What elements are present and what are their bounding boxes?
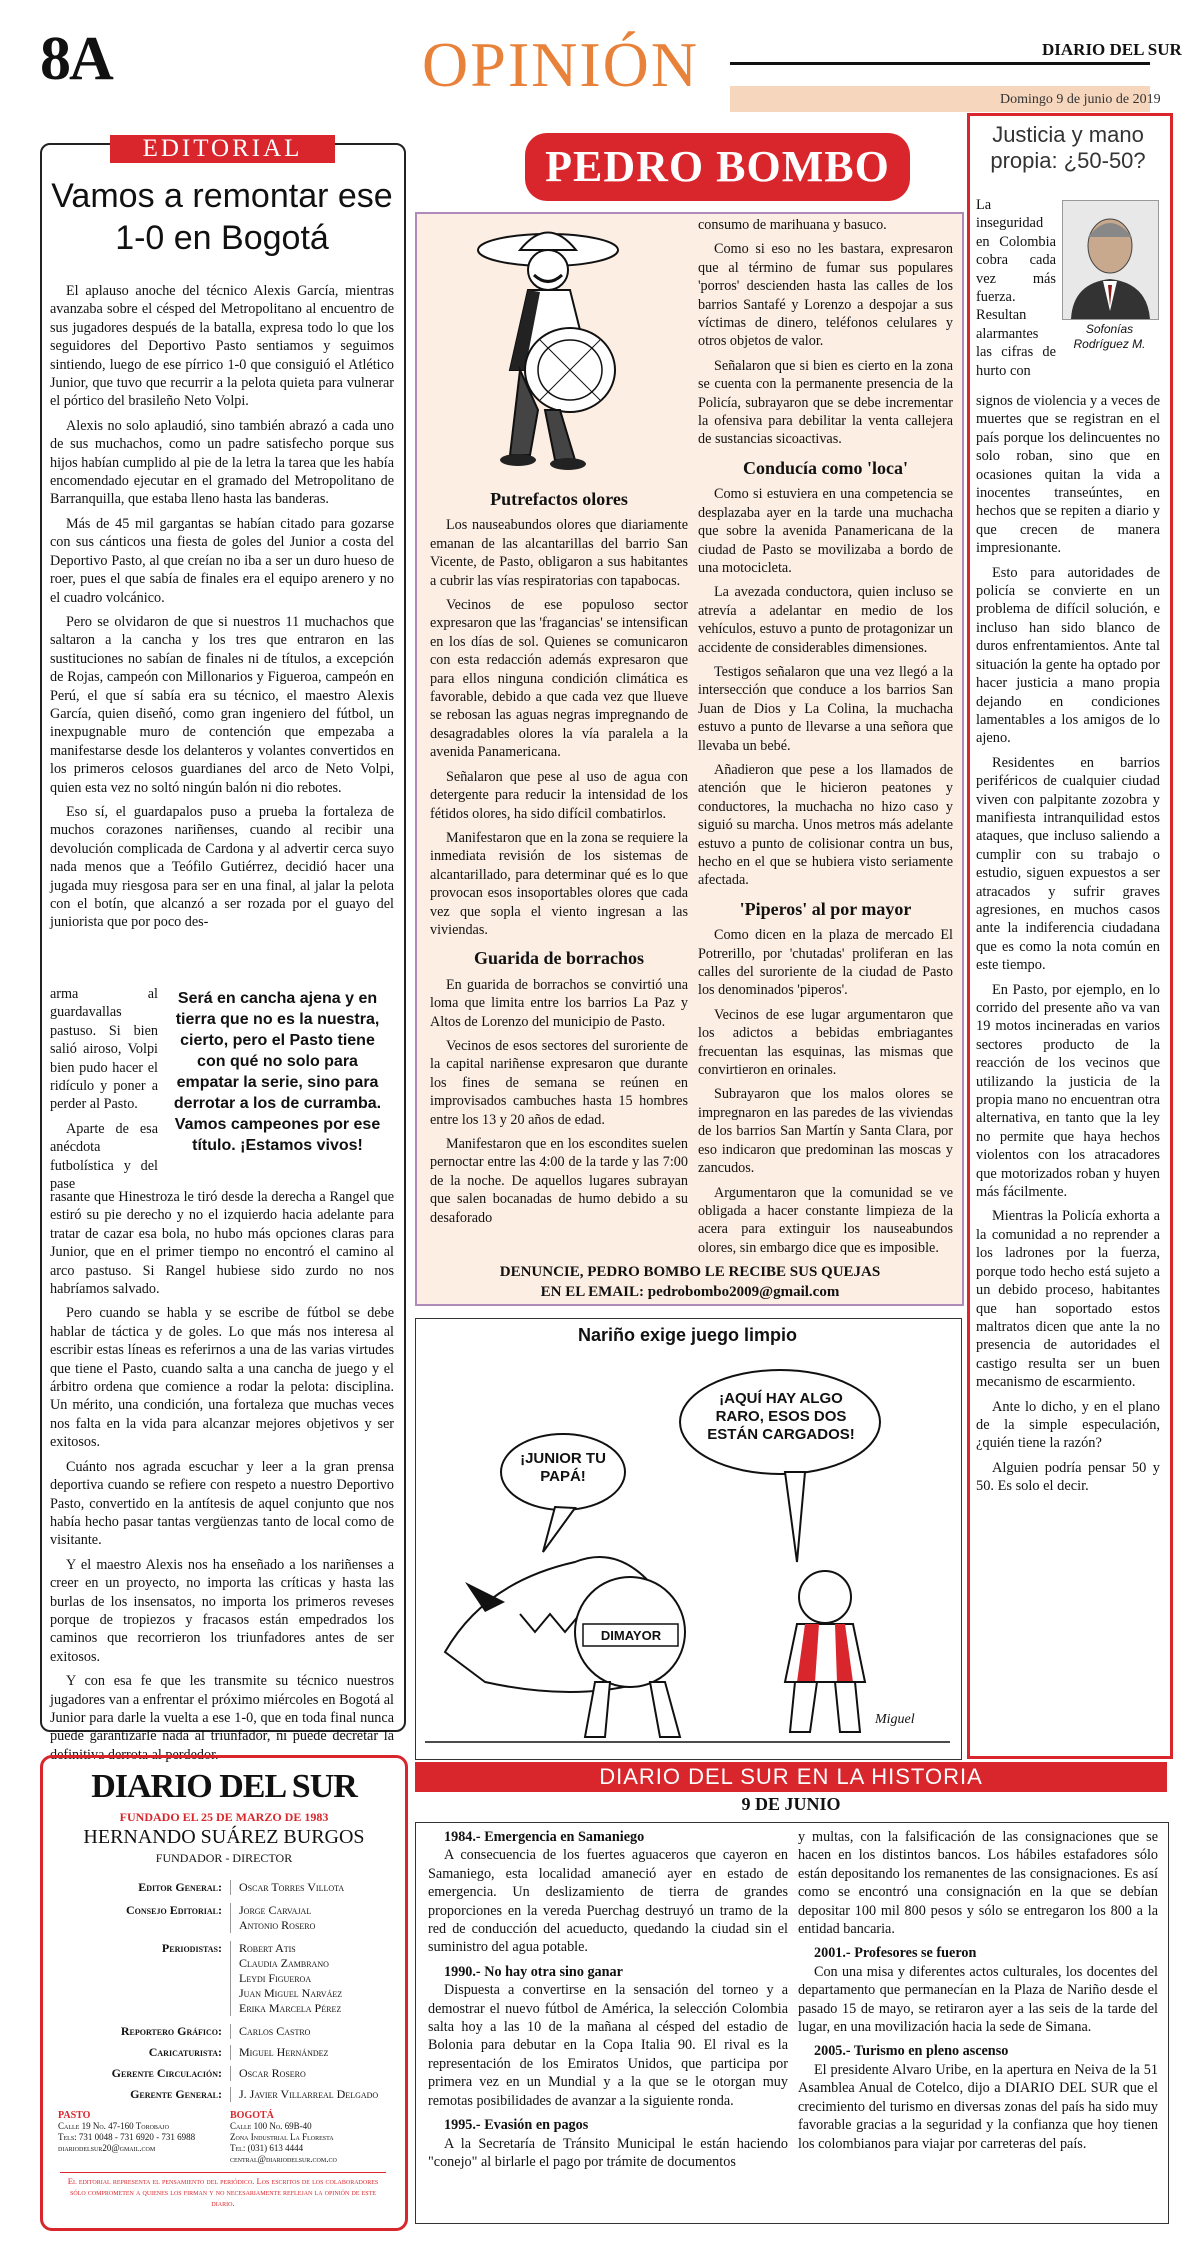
pedro-bombo-illustration — [450, 220, 650, 470]
paragraph: Subrayaron que los malos olores se impregnaron en las paredes de las viviendas de los barrios San Martín y Santa Clara, por eso indicaron que predominan las moscas y zancudos. — [698, 1086, 953, 1177]
pedro-bombo-col1 — [430, 480, 688, 1260]
page-number: 8A — [40, 25, 112, 93]
staff-row — [50, 1903, 398, 1933]
staff-role: Caricaturista: — [148, 2045, 222, 2059]
subhead: 'Piperos' al por mayor — [739, 898, 912, 919]
paragraph: La avezada conductora, quien incluso se atrevía a adelantar en medio de los vehículos, estuvo a punto de protagonizar un accidente de considerables dimensiones. — [698, 584, 953, 656]
column-title: Justicia y mano propia: ¿50-50? — [990, 122, 1146, 173]
paragraph: Vecinos de ese populoso sector expresaron que las 'fragancias' se intensifican en los días de sol. Quienes se comunicaron con esta redacción además expresaron que para ellos ninguna condición climática es favorable, debido a que cada vez que llueve se rebosan las aguas negras impregnando de desagradables olores la vía paralela a la avenida Panamericana. — [430, 597, 688, 761]
pedro-bombo-footer — [420, 1262, 960, 1302]
author-name: Sofonías Rodríguez M. — [1073, 322, 1146, 351]
subhead: Guarida de borrachos — [473, 948, 644, 969]
masthead-pasto: PASTO Calle 19 No. 47-160 Torobajo Tels: 731 0048 - 731 6920 - 731 6988 diariodelsur20@gmail.com — [58, 2110, 218, 2154]
cartoon-bubble-2: ¡AQUÍ HAY ALGO RARO, ESOS DOS ESTÁN CARGADOS! — [707, 1390, 855, 1443]
pedro-bombo-footer-line1: DENUNCIE, PEDRO BOMBO LE RECIBE SUS QUEJAS — [499, 1264, 881, 1280]
pasto-title: PASTO — [58, 2110, 91, 2121]
paragraph: Más de 45 mil gargantas se habían citado para gozarse con sus cánticos una fiesta de goles del Junior a costa del Deportivo Pasto, al que creían no iba a ser un duro hueso de roer, pues el que sabía de finales era el equipo arenero y no el cuadro volcánico. — [50, 515, 394, 606]
header-brand: DIARIO DEL SUR — [1042, 40, 1182, 59]
paragraph: En Pasto, por ejemplo, en lo corrido del presente año va van 19 motos incineradas en varios sectores producto de la reacción de los vecinos que utilizando la justicia de la propia mano no encuentran otra alternativa, en tanto que la ley no permite que haya hechos violentos con los atracadores que motorizados roban y huyen más fácilmente. — [976, 981, 1160, 1201]
paragraph: En guarida de borrachos se convirtió una loma que limita entre los barrios La Paz y Altos de Lorenzo del municipio de Pasto. — [430, 976, 688, 1030]
staff-row — [50, 2087, 398, 2102]
masthead-name: DIARIO DEL SUR — [91, 1768, 357, 1805]
history-entry-title: 1990.- No hay otra sino ganar — [444, 1963, 623, 1980]
staff-role: Editor General: — [138, 1880, 222, 1894]
editorial-body-wrap — [50, 985, 158, 1193]
author-photo — [1062, 200, 1159, 320]
staff-role: Gerente General: — [130, 2087, 222, 2101]
paragraph: Y el maestro Alexis nos ha enseñado a los nariñenses a creer en un proyecto, no importa las críticas y hasta las burlas de los insensatos, no importa los primeros reveses porque de tropiezos y fracasos están empedrados los caminos que recorrieron los triunfadores antes de ser exitosos. — [50, 1556, 394, 1665]
staff-names: Oscar Torres Villota — [230, 1880, 398, 1895]
paragraph: Señalaron que si bien es cierto en la zona se cuenta con la permanente presencia de la Policía, subrayaron que se debe incrementar la ofensiva para debilitar la venta callejera de sustancias sicoactivas. — [698, 357, 953, 448]
column-body — [976, 392, 1160, 1747]
editorial-body-top — [50, 282, 394, 982]
staff-names: Robert Atis Claudia Zambrano Leydi Figueroa Juan Miguel Narváez Erika Marcela Pérez — [230, 1941, 398, 2016]
staff-role: Gerente Circulación: — [111, 2066, 222, 2080]
paragraph: Vecinos de ese lugar argumentaron que los adictos a bebidas embriagantes frecuentan las esquinas, las mismas que convirtieron en orinales. — [698, 1006, 953, 1079]
editorial-body-bottom — [50, 1188, 394, 1763]
paragraph: consumo de marihuana y basuco. — [698, 217, 887, 233]
staff-row — [50, 1941, 398, 2016]
paragraph: signos de violencia y a veces de muertes que se registran en el país porque los delincuentes no solo roban, sino que en ocasiones quitan la vida a inocentes transeúntes, en hechos que se repiten a diario y que crecen de manera impresionante. — [976, 393, 1160, 557]
paragraph: Alguien podría pensar 50 y 50. Es solo el decir. — [976, 1459, 1160, 1495]
paragraph: Señalaron que pese al uso de agua con detergente para reducir la intensidad de los fétidos olores, ha sido difícil combatirlos. — [430, 768, 688, 822]
pedro-bombo-col2 — [698, 216, 953, 1260]
paragraph: A la Secretaría de Tránsito Municipal le están haciendo "conejo" al birlarle el pago por trámite de documentos — [428, 2135, 788, 2170]
staff-role: Reportero Gráfico: — [120, 2024, 222, 2038]
editorial-label: EDITORIAL — [110, 135, 335, 163]
paragraph: Pero se olvidaron de que si nuestros 11 muchachos que saltaron a la cancha y los tres que entraron en las sustituciones no sabían de finales ni de títulos, a excepción de Rojas, campeón con Millonarios y Figueroa, campeón en Perú, el que sí sabía era su técnico, el maestro Alexis García, quien diseñó, como gran ingeniero del fútbol, un inexpugnable muro de contención que empezaba a manifestarse desde los delanteros y volantes convertidos en los primeros celosos guardianes del arco de Neto Volpi, quien esta vez no soltó ningún balón ni dio rebotes. — [50, 613, 394, 796]
header-date: Domingo 9 de junio de 2019 — [1000, 92, 1161, 107]
history-col1 — [428, 1828, 788, 2218]
drummer-icon — [450, 220, 650, 470]
masthead-bogota: BOGOTÁ Calle 100 No. 69B-40 Zona Industrial La Floresta Tel: (031) 613 4444 central@diariodelsur.com.co — [230, 2110, 395, 2165]
paragraph: Cuánto nos agrada escuchar y leer a la gran prensa deportiva cuando se refiere con respeto a nuestro Deportivo Pasto, convertido en la antítesis de aquel conjunto que nos había hecho pasar tantas vergüenzas tanto de local como de visitante. — [50, 1458, 394, 1549]
paragraph: Vecinos de esos sectores del suroriente de la capital nariñense expresaron que durante los fines de semana se reúnen en improvisados cambuches hasta 15 hombres entre los 13 y 20 años de edad. — [430, 1037, 688, 1128]
paragraph: Esto para autoridades de policía se convierte en un problema de difícil solución, e incluso han sido blanco de duros enfrentamientos. Ante tal situación la gente ha optado por hacer justicia a mano propia dejando en condiciones lamentables a los amigos de lo ajeno. — [976, 564, 1160, 747]
staff-names: Carlos Castro — [230, 2024, 398, 2039]
history-date: 9 DE JUNIO — [741, 1794, 841, 1814]
cartoon-bubble-1: ¡JUNIOR TU PAPÁ! — [520, 1450, 606, 1485]
history-entry-title: 1995.- Evasión en pagos — [444, 2117, 589, 2134]
subhead: Conducía como 'loca' — [743, 457, 908, 478]
cartoon-drawing — [425, 1352, 950, 1752]
paragraph: El aplauso anoche del técnico Alexis García, mientras avanzaba sobre el césped del Metropolitano al encuentro de sus jugadores después de la batalla, expresa todo lo que los seguidores del Deportivo Pasto sentiamos y seguimos sintiendo, luego de ese pírrico 1-0 que consiguió el Atlético Junior, que tuvo que recurrir a la pelota quieta para vulnerar el pórtico del brasileño Neto Volpi. — [50, 283, 394, 410]
header-rule — [730, 62, 1150, 65]
paragraph: Dispuesta a convertirse en la sensación del torneo y a demostrar el nuevo fútbol de América, la selección Colombia salta hoy a las 10 de la mañana al césped del estadio de Bolonia para debutar en la Copa Italia 90. El rival es la representación de los Emiratos Unidos, que participa por primera vez en un Mundial y a la que se le otorgan muy remotas posibilidades de avanzar a la siguiente ronda. — [428, 1982, 788, 2109]
paragraph: Como dicen en la plaza de mercado El Potrerillo, por 'chutadas' proliferan en las calles del suroriente de la ciudad de Pasto los denominados 'piperos'. — [698, 927, 953, 999]
masthead-disclaimer: El editorial representa el pensamiento del periódico. Los escritos de los colaboradores sólo comprometen a quienes los firman y no necesariamente reflejan la opinión de este diario. — [60, 2172, 386, 2209]
history-entry-title: 2001.- Profesores se fueron — [814, 1945, 977, 1962]
paragraph: Eso sí, el guardapalos puso a prueba la fortaleza de muchos corazones nariñenses, cuando al recibir una devolución complicada de Cardona y al advertir cerca suyo nada menos que a Teófilo Gutiérrez, decidió hacer una jugada muy riesgosa para ser en una final, al jalar la pelota con el botín, que alcanzó a ser rozada por el guayo del juniorista que por poco des- — [50, 803, 394, 931]
staff-role: Consejo Editorial: — [126, 1903, 222, 1917]
editorial-title: Vamos a remontar ese 1-0 en Bogotá — [51, 177, 393, 257]
paragraph: Pero cuando se habla y se escribe de fútbol se debe hablar de táctica y de goles. Lo que más nos interesa al escribir estas líneas es referirnos a una de las varias virtudes que tiene el Pasto, cuando salta a una cancha de juego y el árbitro ordena que comience a rodar la pelota: disciplina. Un mérito, una condición, una fortaleza que muchas veces nos falta en la vida para alcanzar mejores objetivos y ser exitosos. — [50, 1305, 394, 1451]
paragraph: Añadieron que pese a los llamados de atención que le hicieron peatones y conductores, la muchacha no hizo caso y siguió su marcha. Unos metros más adelante estuvo a punto de colisionar contra un bus, hecho en el que se hubiera visto seriamente afectada. — [698, 761, 953, 889]
cartoon-art — [425, 1352, 950, 1752]
pedro-bombo-title: PEDRO BOMBO — [525, 133, 910, 201]
cartoon-ball-label: DIMAYOR — [600, 1628, 662, 1643]
staff-names: J. Javier Villarreal Delgado — [230, 2087, 398, 2102]
paragraph: Mientras la Policía exhorta a la comunidad a no reprender a los ladrones por la fuerza, porque todo hecho está sujeto a un debido proceso, habitantes que han soportado estos maltratos dicen que ante la no presencia de autoridades el castigo resulta ser un buen mecanismo de escarmiento. — [976, 1208, 1160, 1391]
paragraph: El presidente Alvaro Uribe, en la apertura en Neiva de la 51 Asamblea Anual de Cotelco, dijo a DIARIO DEL SUR que el crecimiento del turismo en diversas zonas del país ha sido muy favorable gracias a la seguridad y la confianza que hoy tienen los colombianos para viajar por carreteras del país. — [798, 2061, 1158, 2152]
section-title: OPINIÓN — [422, 29, 700, 100]
paragraph: Aparte de esa anécdota futbolística y del pase — [50, 1120, 158, 1193]
staff-row — [50, 2045, 398, 2060]
paragraph: Testigos señalaron que una vez llegó a la intersección que conduce a los barrios San Juan de Dios y La Colina, la muchacha estuvo a punto de llevarse a una señora que llevaba un bebé. — [698, 663, 953, 754]
staff-names: Jorge Carvajal Antonio Rosero — [230, 1903, 398, 1933]
paragraph: La inseguridad en Colombia cobra cada vez más fuerza. Resultan alarmantes las cifras de hurto con — [976, 197, 1056, 379]
paragraph: Alexis no solo aplaudió, sino también abrazó a cada uno de sus muchachos, como un padre satisfecho porque sus hijos habían cumplido al pie de la letra la tarea que les había encomendado ejecutar en el gramado del Metropolitano de Barranquilla, que estaba lleno hasta las banderas. — [50, 417, 394, 508]
cartoon-title: Nariño exige juego limpio — [577, 1325, 798, 1345]
bogota-title: BOGOTÁ — [230, 2110, 274, 2121]
staff-names: Oscar Rosero — [230, 2066, 398, 2081]
paragraph: Residentes en barrios periféricos de cualquier ciudad viven con palpitante zozobra y manifiesta intranquilidad estos ataques, que incluso saliendo a cumplir con su trabajo o estudio, siguen expuestos a ser atracados y sufrir graves agresiones, en muchos casos ante la indiferencia ciudadana que es como la nota común en este tiempo. — [976, 754, 1160, 974]
paragraph: Como si eso no les bastara, expresaron que al término de fumar sus populares 'porros' descienden hasta las calles de los barrios Santafé y Lorenzo a despojar a sus víctimas de dinero, teléfonos celulares y otros objetos de valor. — [698, 241, 953, 350]
masthead-founder-role: FUNDADOR - DIRECTOR — [155, 1851, 293, 1865]
masthead-staff — [50, 1878, 398, 2104]
staff-row — [50, 2024, 398, 2039]
staff-row — [50, 2066, 398, 2081]
editorial-pull-quote: Será en cancha ajena y en tierra que no es la nuestra, cierto, pero el Pasto tiene con qué no solo para empatar la serie, sino para derrotar a los de curramba. Vamos campeones por ese título. ¡Estamos vivos! — [173, 990, 382, 1154]
staff-role: Periodistas: — [161, 1941, 222, 1955]
paragraph: y multas, con la falsificación de las consignaciones que se hacen en los distintos bancos. Los hábiles estafadores sólo están depositando los remanentes de las consignaciones. Es así como se encontró una consignación en la que se debían depositar 100 mil 800 pesos y sólo se entregaron los 800 a la entidad bancaria. — [798, 1829, 1158, 1938]
paragraph: arma al guardavallas pastuso. Si bien salió airoso, Volpi bien pudo hacer el ridículo y poner a perder al Pasto. — [50, 986, 158, 1113]
author-portrait-icon — [1063, 201, 1158, 319]
pedro-bombo-email[interactable]: EN EL EMAIL: pedrobombo2009@gmail.com — [540, 1284, 840, 1300]
paragraph: Manifestaron que en la zona se requiere la inmediata revisión de los sistemas de alcantarillado, para determinar qué es lo que provocan esos insoportables olores que cada vez que sopla el viento ingresan a las viviendas. — [430, 829, 688, 938]
column-intro — [976, 196, 1056, 386]
masthead-founded: FUNDADO EL 25 DE MARZO DE 1983 — [119, 1810, 329, 1824]
history-entry-title: 1984.- Emergencia en Samaniego — [444, 1829, 645, 1845]
paragraph: A consecuencia de los fuertes aguaceros que cayeron en Samaniego, esta localidad amaneció ayer en estado de emergencia. Un deslizamiento de tierra de grandes proporciones en la vereda Puerchag destruyó un tramo de la red de conducción del acueducto, quedando la ciudad sin el suministro del agua potable. — [428, 1847, 788, 1956]
cartoon-signature: Miguel — [875, 1712, 915, 1727]
subhead: Putrefactos olores — [490, 489, 628, 509]
paragraph: Los nauseabundos olores que diariamente emanan de las alcantarillas del barrio San Vicente, de Pasto, obligaron a sus habitantes a cubrir las vías respiratorias con tapabocas. — [430, 517, 688, 589]
staff-names: Miguel Hernández — [230, 2045, 398, 2060]
history-entry-title: 2005.- Turismo en pleno ascenso — [814, 2043, 1009, 2060]
paragraph: rasante que Hinestroza le tiró desde la derecha a Rangel que estiró su pie derecho y no el izquierdo hacia adelante para tratar de cazar esa bola, no hubo más opciones claras para Junior, que en el primer tiempo no encontró el camino al arco pastuso. Si Rangel hubiese sido zurdo no nos habríamos salvado. — [50, 1189, 394, 1298]
masthead-founder: HERNANDO SUÁREZ BURGOS — [83, 1826, 365, 1848]
paragraph: Como si estuviera en una competencia se desplazaba ayer en la tarde una muchacha que sobre la avenida Panamericana de la ciudad de Pasto se movilizaba a bordo de una motocicleta. — [698, 486, 953, 576]
history-col2 — [798, 1828, 1158, 2218]
staff-row — [50, 1880, 398, 1895]
paragraph: Con una misa y diferentes actos culturales, los docentes del departamento que permanecían en la Plaza de Nariño desde el pasado 15 de mayo, se retiraron ayer a las seis de la tarde del lugar, en una movilización hacia la sede de Simana. — [798, 1963, 1158, 2036]
paragraph: Argumentaron que la comunidad se ve obligada a hacer constante limpieza de la acera para extinguir los nauseabundos olores, sin embargo dice que es imposible. — [698, 1184, 953, 1256]
paragraph: Ante lo dicho, y en el plano de la simple especulación, ¿quién tiene la razón? — [976, 1398, 1160, 1452]
history-title: DIARIO DEL SUR EN LA HISTORIA — [415, 1762, 1167, 1792]
paragraph: Manifestaron que en los escondites suelen pernoctar entre las 4:00 de la tarde y las 7:00 de la noche. De aquellos lugares subrayan que salen bocanadas de humo debido a su desaforado — [430, 1136, 688, 1226]
paragraph: Y con esa fe que les transmite su técnico nuestros jugadores van a enfrentar el próximo miércoles en Bogotá al Junior para darle la vuelta a ese 1-0, que en toda final nunca puede garantizarle nada al triunfador, ni puede decretar la definitiva derrota al perdedor. — [50, 1673, 394, 1763]
